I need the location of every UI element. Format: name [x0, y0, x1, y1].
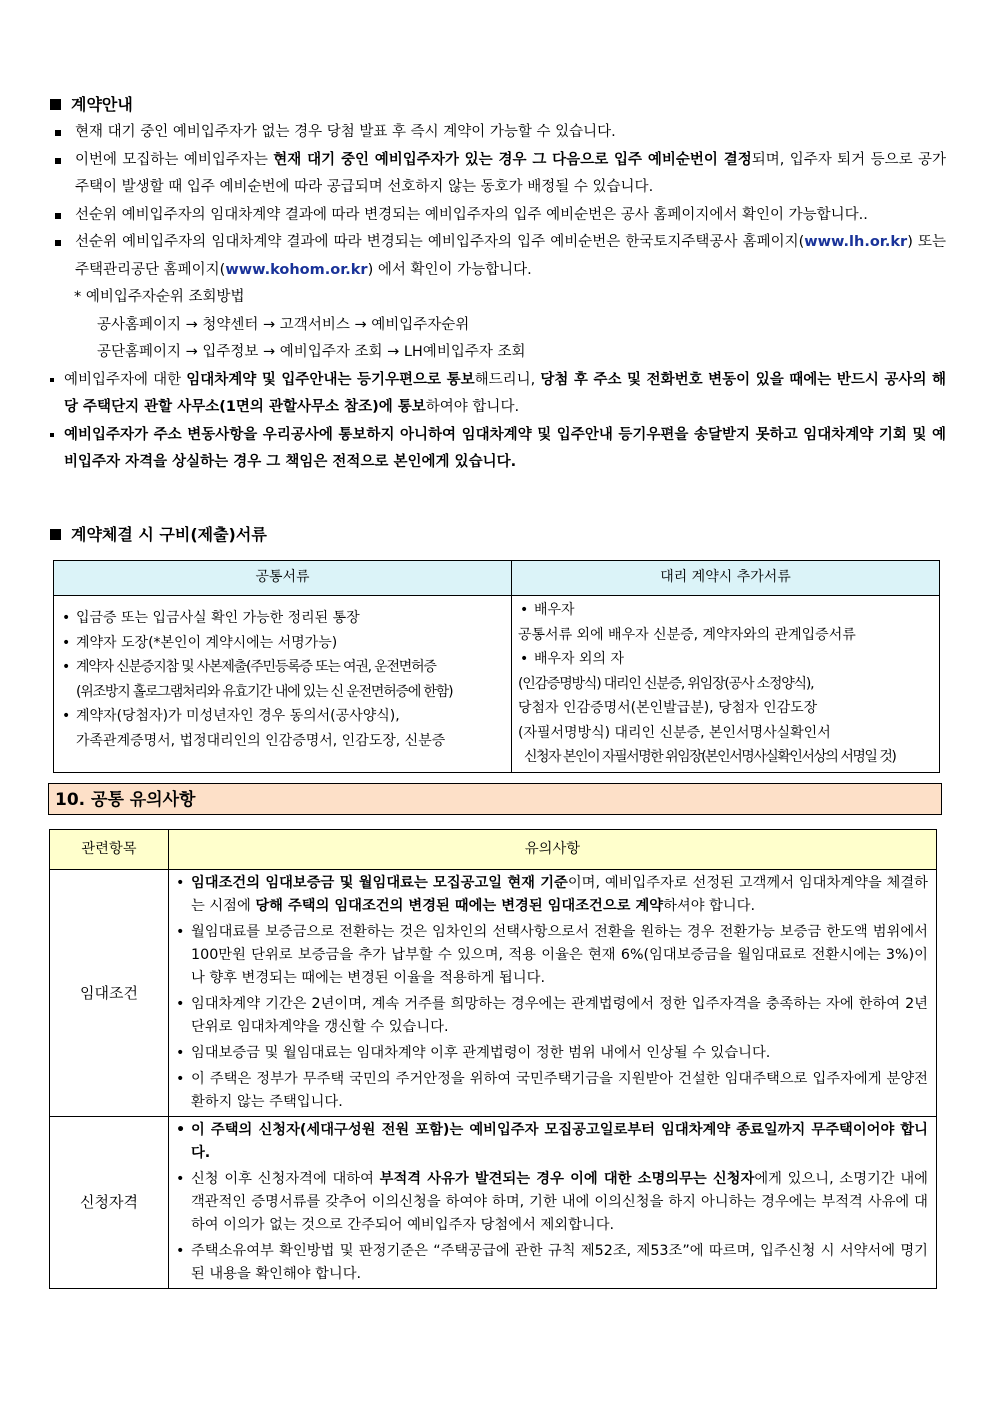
documents-table	[53, 560, 940, 773]
list-item: • 신청 이후 신청자격에 대하여 부적격 사유가 발견되는 경우 이에 대한 소명의무는 신청자에게 있으니, 소명기간 내에 객관적인 증명서류를 갖추어 이의신청을 하여야 하며, 기한 내에 이의신청을 하지 아니하는 경우에는 부적격 사유에 대하여 이의가 없는 것으로 간주되어 예비입주자 당첨에서 제외합니다.	[173, 1168, 928, 1237]
list-item: • 이 주택은 정부가 무주택 국민의 주거안정을 위하여 국민주택기금을 지원받아 건설한 임대주택으로 입주자에게 분양전환하지 않는 주택입니다.	[173, 1068, 928, 1114]
qualification-label: 신청자격	[50, 1117, 169, 1289]
lookup-note: * 예비입주자순위 조회방법	[74, 289, 245, 305]
list-item: • 계약자 도장(*본인이 계약시에는 서명가능)	[60, 631, 505, 656]
list-item: • 주택소유여부 확인방법 및 판정기준은 “주택공급에 관한 규칙 제52조, 제53조”에 따르며, 입주신청 시 서약서에 명기된 내용을 확인해야 합니다.	[173, 1240, 928, 1286]
square-bullet-icon	[55, 240, 61, 246]
contract-item: 선순위 예비입주자의 임대차계약 결과에 따라 변경되는 예비입주자의 입주 예비순번은 한국토지주택공사 홈페이지(www.lh.or.kr) 또는 주택관리공단 홈페이지(www.kohom.or.kr) 에서 확인이 가능합니다.	[50, 229, 946, 284]
contract-item: 이번에 모집하는 예비입주자는 현재 대기 중인 예비입주자가 있는 경우 그 다음으로 입주 예비순번이 결정되며, 입주자 퇴거 등으로 공가주택이 발생할 때 입주 예비순번에 따라 공급되며 선호하지 않는 동호가 배정될 수 있습니다.	[50, 147, 946, 202]
contract-section	[50, 91, 946, 477]
list-item: • 배우자	[518, 598, 933, 623]
list-item: • 계약자(당첨자)가 미성년자인 경우 동의서(공사양식),	[60, 704, 505, 729]
note-column-header: 유의사항	[169, 830, 937, 870]
list-item: 공통서류 외에 배우자 신분증, 계약자와의 관계입증서류	[518, 626, 856, 643]
contract-item: 현재 대기 중인 예비입주자가 없는 경우 당첨 발표 후 즉시 계약이 가능할 수 있습니다.	[50, 119, 946, 147]
item-column-header: 관련항목	[50, 830, 169, 870]
contract-item: 예비입주자가 주소 변동사항을 우리공사에 통보하지 아니하여 임대차계약 및 입주안내 등기우편을 송달받지 못하고 임대차계약 기회 및 예비입주자 자격을 상실하는 경우 그 책임은 전적으로 본인에게 있습니다.	[50, 422, 946, 477]
contract-item: 예비입주자에 대한 임대차계약 및 입주안내는 등기우편으로 통보해드리니, 당첨 후 주소 및 전화번호 변동이 있을 때에는 반드시 공사의 해당 주택단지 관할 사무소(1면의 관할사무소 참조)에 통보하여야 합니다.	[50, 367, 946, 422]
common-docs-cell	[54, 596, 512, 773]
common-notes-table	[49, 829, 937, 1289]
list-item: • 임대보증금 및 월임대료는 임대차계약 이후 관계법령이 정한 범위 내에서 인상될 수 있습니다.	[173, 1042, 928, 1065]
list-item: • 월임대료를 보증금으로 전환하는 것은 임차인의 선택사항으로서 전환을 원하는 경우 전환가능 보증금 한도액 범위에서 100만원 단위로 보증금을 추가 납부할 수 있으며, 적용 이율은 현재 6%(임대보증금을 월임대료로 전환시에는 3%)이나 향후 변경되는 때에는 변경된 이율을 적용하게 됩니다.	[173, 921, 928, 990]
square-bullet-icon	[50, 433, 54, 437]
lh-website-link[interactable]: www.lh.or.kr	[804, 234, 908, 250]
list-item: (인감증명방식) 대리인 신분증, 위임장(공사 소정양식),	[518, 675, 814, 692]
list-item: (자필서명방식) 대리인 신분증, 본인서명사실확인서	[518, 724, 831, 741]
square-bullet-icon	[50, 99, 61, 110]
list-item: • 입금증 또는 입금사실 확인 가능한 정리된 통장	[60, 606, 505, 631]
list-item: • 임대차계약 기간은 2년이며, 계속 거주를 희망하는 경우에는 관계법령에서 정한 입주자격을 충족하는 자에 한하여 2년 단위로 임대차계약을 갱신할 수 있습니다.	[173, 993, 928, 1039]
documents-heading: 계약체결 시 구비(제출)서류	[50, 521, 267, 549]
list-item: • 임대조건의 임대보증금 및 월임대료는 모집공고일 현재 기준이며, 예비입주자로 선정된 고객께서 임대차계약을 체결하는 시점에 당해 주택의 임대조건의 변경된 때에는 변경된 임대조건으로 계약하셔야 합니다.	[173, 872, 928, 918]
square-bullet-icon	[55, 213, 61, 219]
proxy-docs-header: 대리 계약시 추가서류	[512, 561, 940, 596]
square-bullet-icon	[50, 529, 61, 540]
common-docs-header: 공통서류	[54, 561, 512, 596]
list-item: 신청자 본인이 자필서명한 위임장(본인서명사실확인서상의 서명일 것)	[524, 749, 896, 765]
contract-item: 선순위 예비입주자의 임대차계약 결과에 따라 변경되는 예비입주자의 입주 예비순번은 공사 홈페이지에서 확인이 가능합니다..	[50, 202, 946, 230]
common-notes-title: 10. 공통 유의사항	[48, 783, 942, 815]
contract-heading: 계약안내	[50, 91, 946, 119]
qualification-notes	[169, 1117, 937, 1289]
square-bullet-icon	[55, 130, 61, 136]
rent-conditions-label: 임대조건	[50, 870, 169, 1117]
list-item: • 계약자 신분증지참 및 사본제출(주민등록증 또는 여권, 운전면허증	[60, 655, 505, 680]
kohom-website-link[interactable]: www.kohom.or.kr	[225, 261, 368, 278]
proxy-docs-cell	[512, 596, 940, 773]
lookup-path-lh: 공사홈페이지 → 청약센터 → 고객서비스 → 예비입주자순위	[97, 316, 470, 333]
list-item: • 이 주택의 신청자(세대구성원 전원 포함)는 예비입주자 모집공고일로부터 임대차계약 종료일까지 무주택이어야 합니다.	[173, 1119, 928, 1165]
list-item: (위조방지 홀로그램처리와 유효기간 내에 있는 신 운전면허증에 한함)	[76, 683, 453, 700]
list-item: 당첨자 인감증명서(본인발급분), 당첨자 인감도장	[518, 700, 818, 716]
list-item: 가족관계증명서, 법정대리인의 인감증명서, 인감도장, 신분증	[76, 732, 446, 749]
lookup-path-kohom: 공단홈페이지 → 입주정보 → 예비입주자 조회 → LH예비입주자 조회	[97, 344, 526, 360]
rent-conditions-notes	[169, 870, 937, 1117]
square-bullet-icon	[50, 378, 54, 382]
list-item: • 배우자 외의 자	[518, 647, 933, 672]
square-bullet-icon	[55, 158, 61, 164]
